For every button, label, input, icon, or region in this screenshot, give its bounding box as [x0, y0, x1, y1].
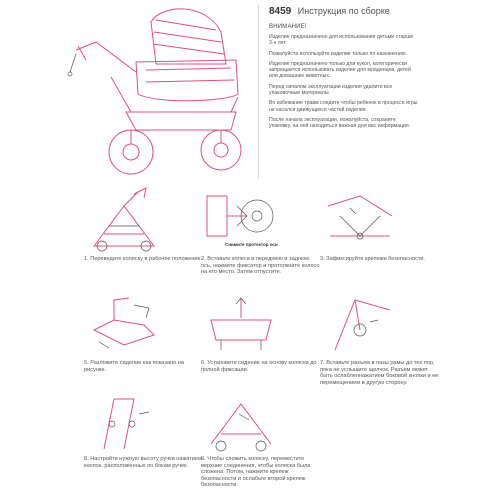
step-9	[201, 394, 321, 489]
step-5-caption: 5. Разложите сидение как показано на рисунке.	[84, 360, 184, 373]
step-7	[320, 290, 440, 386]
document-header	[269, 6, 390, 17]
step-2	[201, 186, 321, 276]
model-number: 8459	[269, 6, 292, 17]
step-6-diagram	[201, 290, 281, 358]
step-7-diagram	[320, 290, 400, 358]
step-9-diagram	[201, 394, 281, 454]
warning-title: ВНИМАНИЕ!	[269, 24, 307, 30]
warning-paragraph: Перед началом эксплуатации изделия удалите все упаковочные материалы.	[269, 83, 393, 97]
step-8-diagram	[84, 394, 164, 454]
step-8-caption: 8. Настройте нужную высоту ручки нажатием кнопок, расположенных по бокам ручек.	[84, 456, 202, 469]
step-6	[201, 290, 321, 373]
document-title: Инструкция по сборке	[297, 6, 390, 16]
step-3	[320, 186, 440, 263]
stroller-illustration	[56, 2, 248, 180]
step-5-diagram	[84, 290, 164, 358]
step-1	[84, 186, 204, 263]
warning-paragraph: Изделие предназначено только для кукол, категорически запрещается использовать изделие для младенцев, детей или домашних животных.	[269, 60, 411, 80]
step-1-diagram	[84, 186, 164, 254]
divider-line	[258, 4, 259, 179]
step-8	[84, 394, 204, 469]
step-7-caption: 7. Вставьте разъем в пазы рамы до тех пор, пока не услышите щелчок. Разъем может быть ослабленнажатием боковой кнопки и ее перемещением в другую сторону.	[320, 360, 439, 386]
step-2-tag: Снимите протектор оси	[225, 242, 278, 247]
step-9-caption: 9. Чтобы сложить коляску, переместите верхние соединения, чтобы коляска была сложена. Потом, нажмите крепеж безопасности и ослабьте второй крепеж безопасности.	[201, 456, 311, 489]
step-5	[84, 290, 204, 373]
warning-paragraph: После начала эксплуатации, пожалуйста, сохраните упаковку, на ней находиться важная для вас информация.	[269, 116, 411, 130]
step-1-caption: 1. Переведите коляску в рабочее положение.	[84, 256, 203, 262]
step-3-diagram	[320, 186, 400, 254]
step-6-caption: 6. Установите сидение на основу коляски до полной фиксации.	[201, 360, 317, 373]
step-3-caption: 3. Зафиксируйте крепежи безопасности.	[320, 256, 426, 262]
warning-paragraph: Изделие предназначено для использования детьми старше 3-х лет.	[269, 34, 414, 47]
step-2-caption: 2. Вставьте колеса в переднюю и заднюю ось, нажмите фиксатор и протолкните колесо на его место. Затем отпустите.	[201, 256, 320, 276]
warning-paragraphs	[269, 34, 419, 134]
warning-paragraph: Во избежание травм следите чтобы ребенок в процессе игры не касался движущихся частей изделия.	[269, 100, 418, 113]
warning-paragraph: Пожалуйста используйте изделие только по назначению.	[269, 50, 408, 57]
